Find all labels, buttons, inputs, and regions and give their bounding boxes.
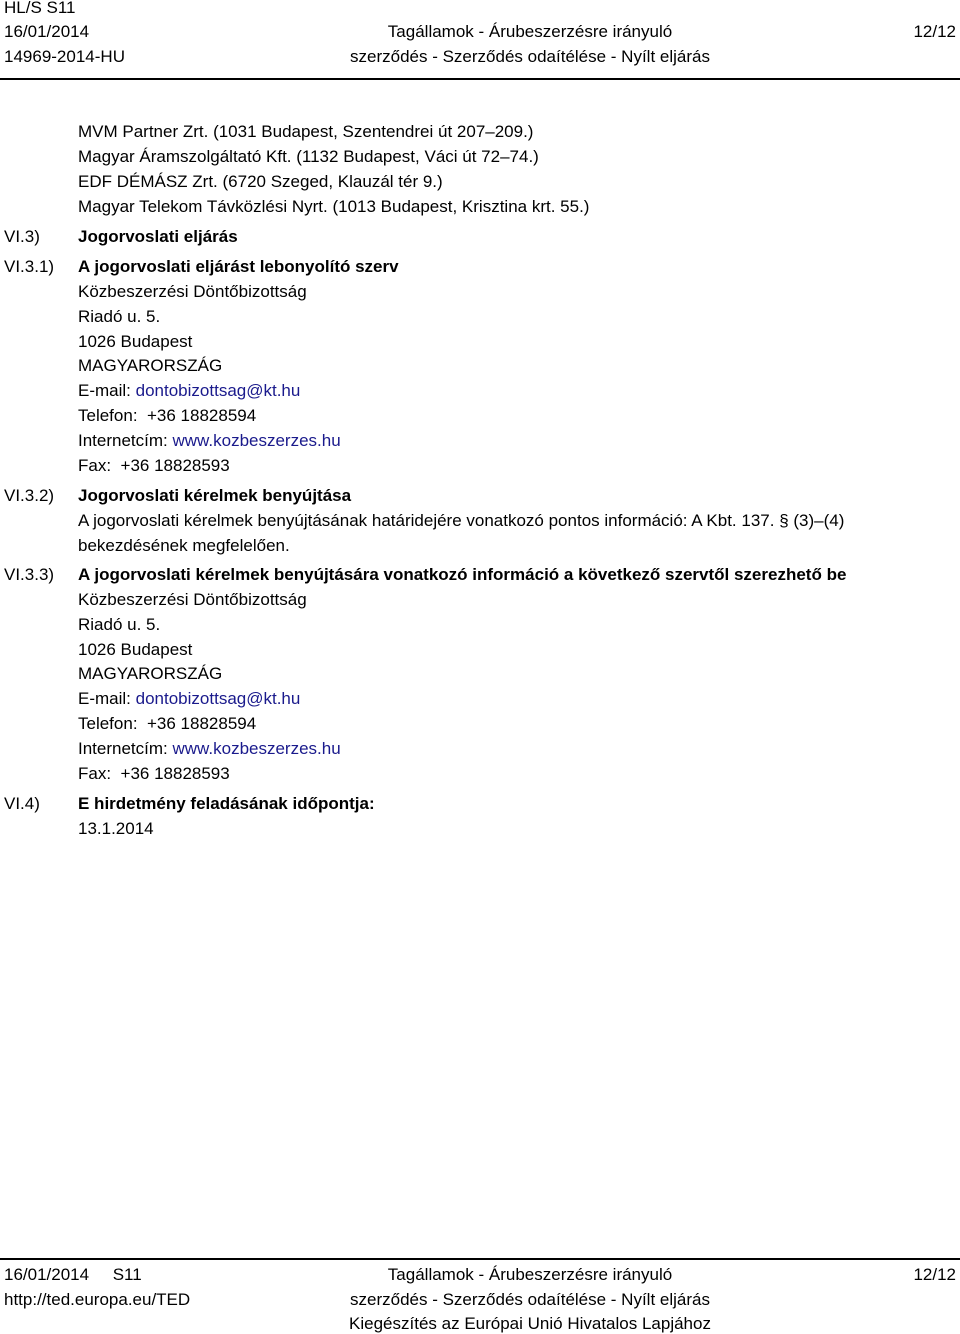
footer-title-line1: Tagállamok - Árubeszerzésre irányuló — [387, 1265, 673, 1284]
entity-line: Magyar Telekom Távközlési Nyrt. (1013 Budapest, Krisztina krt. 55.) — [78, 197, 590, 216]
info-body-country: MAGYARORSZÁG — [78, 664, 223, 683]
fax-value: +36 18828593 — [120, 456, 230, 475]
email-label: E-mail: — [78, 689, 131, 708]
dispatch-date: 13.1.2014 — [78, 819, 154, 838]
footer-page-number: 12/12 — [913, 1265, 956, 1284]
entity-line: Magyar Áramszolgáltató Kft. (1132 Budapest, Váci út 72–74.) — [78, 147, 539, 166]
section-title-vi33: A jogorvoslati kérelmek benyújtására vonatkozó információ a következő szervtől szerezhető be — [78, 565, 847, 584]
phone-label: Telefon: — [78, 406, 138, 425]
info-body-email-row — [78, 689, 300, 709]
email-link[interactable]: dontobizottsag@kt.hu — [135, 689, 301, 708]
section-number-vi33: VI.3.3) — [4, 565, 55, 584]
footer-url[interactable]: http://ted.europa.eu/TED — [4, 1290, 191, 1309]
header-title-line2: szerződés - Szerződés odaítélése - Nyílt eljárás — [350, 47, 710, 66]
info-body-phone-row — [78, 714, 256, 734]
review-body-country: MAGYARORSZÁG — [78, 356, 223, 375]
info-body-fax-row — [78, 764, 230, 784]
phone-value: +36 18828594 — [147, 714, 257, 733]
info-body-street: Riadó u. 5. — [78, 615, 161, 634]
review-body-web-row — [78, 431, 341, 451]
fax-label: Fax: — [78, 456, 112, 475]
footer-rule — [0, 1258, 960, 1260]
info-body-city: 1026 Budapest — [78, 640, 193, 659]
section-title-vi3: Jogorvoslati eljárás — [78, 227, 238, 246]
section-title-vi32: Jogorvoslati kérelmek benyújtása — [78, 486, 352, 505]
email-link[interactable]: dontobizottsag@kt.hu — [135, 381, 301, 400]
fax-label: Fax: — [78, 764, 112, 783]
section-number-vi32: VI.3.2) — [4, 486, 55, 505]
footer-date: 16/01/2014 — [4, 1265, 90, 1284]
info-body-name: Közbeszerzési Döntőbizottság — [78, 590, 307, 609]
review-body-name: Közbeszerzési Döntőbizottság — [78, 282, 307, 301]
header-series: HL/S S11 — [4, 0, 76, 17]
header-date: 16/01/2014 — [4, 22, 90, 41]
section-number-vi4: VI.4) — [4, 794, 40, 813]
web-label: Internetcím: — [78, 431, 168, 450]
section-title-vi4: E hirdetmény feladásának időpontja: — [78, 794, 375, 813]
footer-series: S11 — [112, 1265, 142, 1284]
header-title-line1: Tagállamok - Árubeszerzésre irányuló — [387, 22, 673, 41]
section-number-vi3: VI.3) — [4, 227, 40, 246]
header-rule — [0, 78, 960, 80]
web-link[interactable]: www.kozbeszerzes.hu — [172, 739, 341, 758]
review-body-fax-row — [78, 456, 230, 476]
web-label: Internetcím: — [78, 739, 168, 758]
deadline-text-line2: bekezdésének megfelelően. — [78, 536, 290, 555]
header-page-number: 12/12 — [913, 22, 956, 41]
review-body-email-row — [78, 381, 300, 401]
footer-date-series — [4, 1265, 142, 1285]
web-link[interactable]: www.kozbeszerzes.hu — [172, 431, 341, 450]
review-body-street: Riadó u. 5. — [78, 307, 161, 326]
fax-value: +36 18828593 — [120, 764, 230, 783]
footer-title-line3: Kiegészítés az Európai Unió Hivatalos Lapjához — [349, 1314, 711, 1333]
footer-title-line2: szerződés - Szerződés odaítélése - Nyílt eljárás — [350, 1290, 710, 1309]
section-number-vi31: VI.3.1) — [4, 257, 55, 276]
header-doc-id: 14969-2014-HU — [4, 47, 125, 66]
entity-line: EDF DÉMÁSZ Zrt. (6720 Szeged, Klauzál tér 9.) — [78, 172, 443, 191]
phone-value: +36 18828594 — [147, 406, 257, 425]
review-body-city: 1026 Budapest — [78, 332, 193, 351]
info-body-web-row — [78, 739, 341, 759]
phone-label: Telefon: — [78, 714, 138, 733]
deadline-text-line1: A jogorvoslati kérelmek benyújtásának határidejére vonatkozó pontos információ: A Kbt. 137. § (3)–(4) — [78, 511, 845, 530]
entity-line: MVM Partner Zrt. (1031 Budapest, Szentendrei út 207–209.) — [78, 122, 534, 141]
email-label: E-mail: — [78, 381, 131, 400]
review-body-phone-row — [78, 406, 256, 426]
section-title-vi31: A jogorvoslati eljárást lebonyolító szerv — [78, 257, 399, 276]
